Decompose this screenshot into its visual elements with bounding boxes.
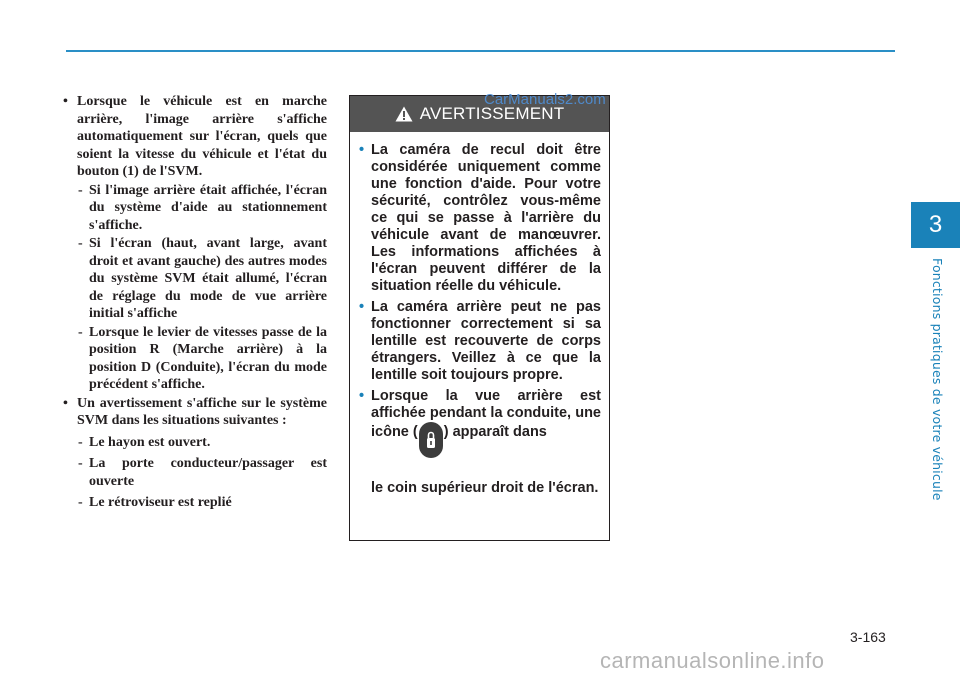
warning-box (349, 95, 610, 541)
warning-item-text: La caméra de recul doit être considérée uniquement comme une fonction d'aide. Pour votre sécurité, contrôlez vous-même ce qui se passe à l'arrière du véhicule avant de manœuvrer. Les informations affichées à l'écran peuvent différer de la situation réelle du véhicule. (371, 142, 601, 294)
warning-item-text: ) apparaît dans (443, 424, 547, 440)
warning-triangle-icon (395, 106, 413, 122)
left-column (62, 93, 327, 512)
sub-item: - Si l'image arrière était affichée, l'écran du système d'aide au stationnement s'affiche. (62, 182, 327, 235)
page-number: 3-163 (850, 629, 886, 645)
warning-item (359, 299, 601, 384)
bullet-svm-warning: • Un avertissement s'affiche sur le système SVM dans les situations suivantes : (62, 395, 327, 430)
sub-item: - Le rétroviseur est replié (62, 494, 327, 512)
warning-item (359, 142, 601, 295)
warning-item (359, 388, 601, 497)
bullet-dot: • (359, 388, 365, 404)
chapter-number-tab: 3 (911, 202, 960, 248)
warning-title: AVERTISSEMENT (419, 104, 565, 123)
warning-body (350, 132, 609, 497)
chapter-title: Fonctions pratiques de votre véhicule (930, 258, 945, 501)
bullet-reverse-camera: • Lorsque le véhicule est en marche arrière, l'image arrière s'affiche automatiquement sur l'écran, quels que soient la vitesse du véhicule et l'état du bouton (1) de l'SVM. (62, 93, 327, 181)
sub-item: - Lorsque le levier de vitesses passe de la position R (Marche arrière) à la position D (Conduite), l'écran du mode précédent s'affiche. (62, 324, 327, 394)
sub-item: - La porte conducteur/passager est ouverte (62, 455, 327, 490)
warning-item-text: Lorsque la vue arrière est affichée pendant la conduite, une icône ( (371, 388, 601, 440)
bullet-dot: • (359, 299, 365, 315)
top-rule (66, 50, 895, 52)
bullet-dot: • (359, 142, 365, 158)
watermark-bottom: carmanualsonline.info (600, 648, 825, 673)
sub-item: - Si l'écran (haut, avant large, avant droit et avant gauche) des autres modes du système SVM était allumé, l'écran de réglage du mode de vue arrière initial s'affiche (62, 235, 327, 323)
door-open-icon (419, 422, 443, 458)
sub-item: - Le hayon est ouvert. (62, 434, 327, 452)
warning-item-text: le coin supérieur droit de l'écran. (371, 480, 599, 496)
watermark-top: CarManuals2.com (484, 91, 606, 108)
warning-item-text: La caméra arrière peut ne pas fonctionner correctement si sa lentille est recouverte de corps étrangers. Veillez à ce que la lentille soit toujours propre. (371, 299, 601, 383)
